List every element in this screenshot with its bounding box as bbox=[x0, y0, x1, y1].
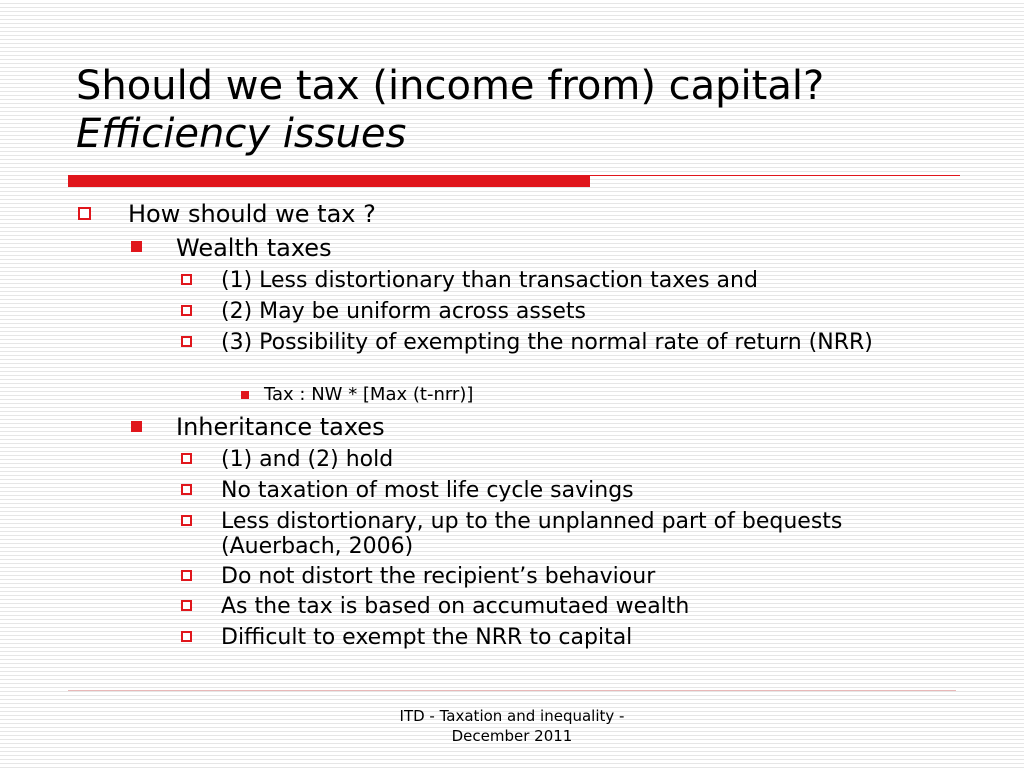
inheritance-item-6: Difficult to exempt the NRR to capital bbox=[221, 625, 633, 650]
wealth-item-1: (1) Less distortionary than transaction taxes and bbox=[221, 268, 758, 293]
footer-rule bbox=[68, 690, 956, 691]
hollow-square-bullet-icon bbox=[78, 207, 91, 220]
bullet-how: How should we tax ? bbox=[128, 200, 376, 228]
hollow-square-bullet-icon bbox=[181, 631, 192, 642]
hollow-square-bullet-icon bbox=[181, 484, 192, 495]
bullet-inheritance-taxes: Inheritance taxes bbox=[176, 413, 385, 441]
slide-title bbox=[76, 62, 824, 158]
footer-line-2: December 2011 bbox=[451, 727, 573, 745]
hollow-square-bullet-icon bbox=[181, 515, 192, 526]
wealth-item-3: (3) Possibility of exempting the normal rate of return (NRR) bbox=[221, 330, 873, 355]
hollow-square-bullet-icon bbox=[181, 600, 192, 611]
inheritance-item-5: As the tax is based on accumutaed wealth bbox=[221, 594, 690, 619]
hollow-square-bullet-icon bbox=[181, 336, 192, 347]
wealth-formula: Tax : NW * [Max (t-nrr)] bbox=[264, 384, 474, 405]
solid-square-bullet-icon bbox=[131, 421, 142, 432]
inheritance-item-2: No taxation of most life cycle savings bbox=[221, 478, 634, 503]
hollow-square-bullet-icon bbox=[181, 274, 192, 285]
bullet-wealth-taxes: Wealth taxes bbox=[176, 234, 332, 262]
inheritance-item-1: (1) and (2) hold bbox=[221, 447, 394, 472]
wealth-item-2: (2) May be uniform across assets bbox=[221, 299, 586, 324]
hollow-square-bullet-icon bbox=[181, 305, 192, 316]
hollow-square-bullet-icon bbox=[181, 453, 192, 464]
title-rule-thin bbox=[590, 175, 960, 176]
slide-title-main: Should we tax (income from) capital? bbox=[76, 63, 825, 109]
inheritance-item-4: Do not distort the recipient’s behaviour bbox=[221, 564, 656, 589]
footer-line-1: ITD - Taxation and inequality - bbox=[399, 707, 625, 725]
inheritance-item-3: Less distortionary, up to the unplanned part of bequests (Auerbach, 2006) bbox=[221, 509, 843, 559]
slide-footer bbox=[340, 706, 684, 746]
solid-square-bullet-icon bbox=[131, 241, 142, 252]
title-rule-thick bbox=[68, 175, 590, 187]
hollow-square-bullet-icon bbox=[181, 570, 192, 581]
solid-square-bullet-icon bbox=[241, 391, 249, 399]
slide-subtitle: Efficiency issues bbox=[76, 111, 407, 157]
